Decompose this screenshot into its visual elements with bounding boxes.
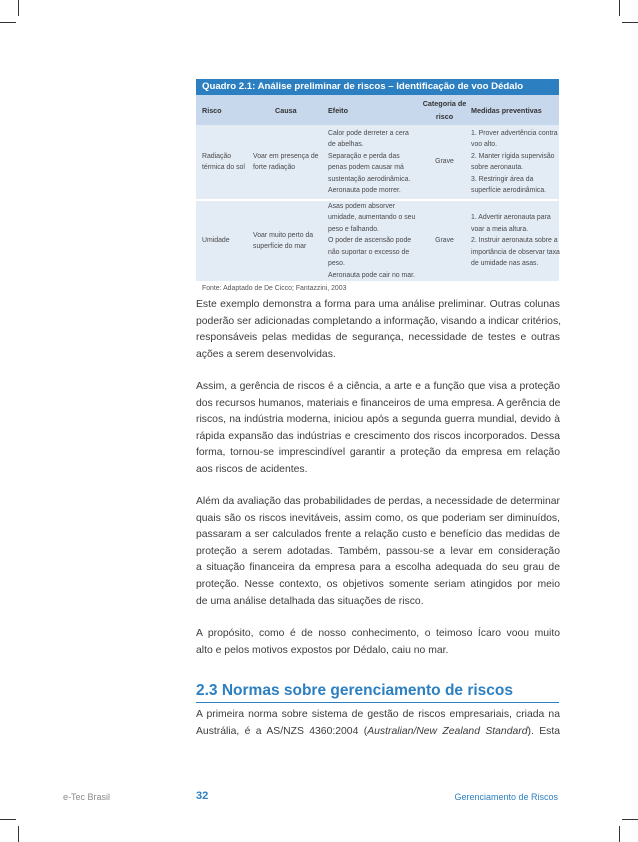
cell-line: umidade, aumentando o seu	[328, 214, 416, 222]
crop-mark	[0, 819, 16, 820]
heading-divider	[196, 702, 559, 703]
cell-line: Voar muito perto da	[253, 231, 314, 239]
cell-line: de abelhas.	[328, 141, 364, 148]
cell-line: Asas podem absorver	[328, 202, 396, 210]
text-line	[196, 724, 560, 741]
text-line: A primeira norma sobre sistema de gestão de riscos empresariais, criada na	[196, 709, 560, 720]
cell-causa	[253, 125, 328, 199]
cell-line: térmica do sol	[202, 164, 245, 171]
column-header-categoria: Categoria de risco	[422, 99, 467, 121]
paragraph	[196, 707, 560, 740]
cell-risco	[196, 125, 253, 199]
section-heading: 2.3 Normas sobre gerenciamento de riscos	[196, 682, 514, 699]
text-line: alto e pelos motivos expostos por Dédalo, caiu no mar.	[196, 644, 449, 656]
risk-analysis-table	[196, 79, 559, 292]
cell-line: Voar em presença de	[253, 152, 319, 160]
cell-line: sobre aeronauta.	[471, 164, 524, 171]
text-line: forma, tornou-se imprescindível garantir a proteção da empresa em relação	[196, 447, 560, 459]
text-line: Assim, a gerência de riscos é a ciência, a arte e a função que visa a proteção	[196, 381, 560, 392]
text-line: quais são os riscos inevitáveis, assim como, os que poderiam ser diminuídos,	[196, 512, 560, 524]
text-line: A propósito, como é de nosso conhecimento, o teimoso Ícaro voou muito	[196, 628, 560, 639]
crop-mark	[622, 22, 638, 23]
text-line: Este exemplo demonstra a forma para uma análise preliminar. Outras colunas	[196, 299, 560, 310]
crop-mark	[619, 0, 620, 16]
footer-right: Gerenciamento de Riscos	[454, 792, 558, 802]
crop-mark	[619, 826, 620, 842]
column-header-medidas: Medidas preventivas	[471, 105, 542, 115]
column-header-risco: Risco	[202, 105, 222, 115]
cell-line: superfície aerodinâmica.	[471, 187, 547, 194]
table-source: Fonte: Adaptado de De Cicco; Fantazzini, 2003	[202, 285, 347, 292]
cell-medidas	[467, 201, 559, 281]
cell-line: 1. Advertir aeronauta para	[471, 214, 551, 222]
cell-efeito	[328, 125, 422, 199]
cell-line: superfície do mar	[253, 243, 307, 250]
cell-line: O poder de ascensão pode	[328, 237, 412, 245]
cell-categoria: Grave	[435, 158, 454, 166]
text-line: responsáveis pelas medidas de segurança, necessidade de testes e outras	[196, 332, 560, 344]
cell-line: Radiação	[202, 152, 232, 160]
text-line: poderão ser adicionadas completando a informação, visando a indicar critérios,	[196, 315, 562, 327]
paragraph	[196, 626, 560, 659]
cell-line: voar a meia altura.	[471, 225, 529, 233]
paragraph	[196, 379, 560, 479]
cell-line: não suportar o excesso de	[328, 248, 410, 256]
cell-line: Umidade	[202, 237, 230, 245]
cell-line: Aeronauta pode morrer.	[328, 187, 401, 194]
cell-line: peso.	[328, 260, 345, 268]
crop-mark	[18, 826, 19, 842]
text-line: proteção a serem adotadas. Também, passou-se a levar em consideração	[196, 545, 560, 557]
cell-line: de umidade nas asas.	[471, 260, 539, 268]
text-line: rápida expansão das indústrias e crescimento dos riscos incorporados. Dessa	[196, 430, 560, 442]
column-header-efeito: Efeito	[328, 105, 348, 115]
text-line: proteção. Nesse contexto, os objetivos somente seriam atingidos por meio	[196, 578, 560, 590]
paragraph	[196, 494, 560, 610]
text-line: passaram a ser calculados frente a relação custo e benefício das medidas de	[196, 529, 560, 541]
text-fragment: ). Esta	[527, 725, 560, 737]
paragraph	[196, 297, 560, 363]
cell-efeito	[328, 201, 422, 281]
crop-mark	[0, 22, 16, 23]
cell-medidas	[467, 125, 559, 199]
cell-line: penas podem causar má	[328, 164, 404, 171]
footer-left: e-Tec Brasil	[63, 792, 111, 802]
cell-line: Separação e perda das	[328, 152, 400, 160]
table-row	[196, 125, 559, 201]
cell-line: peso e falhando.	[328, 225, 379, 233]
italic-standard-name: Australian/New Zealand Standard	[367, 725, 528, 737]
crop-mark	[622, 819, 638, 820]
text-line: riscos, na indústria moderna, iniciou após a segunda guerra mundial, devido à	[196, 414, 560, 426]
cell-line: forte radiação	[253, 164, 296, 171]
table-header-row	[196, 95, 559, 125]
cell-line: voo alto.	[471, 141, 498, 148]
cell-causa	[253, 201, 328, 281]
cell-categoria: Grave	[435, 237, 454, 245]
cell-line: Calor pode derreter a cera	[328, 129, 409, 137]
text-line: Além da avaliação das probabilidades de perdas, a necessidade de determinar	[196, 496, 560, 507]
cell-risco	[196, 201, 253, 281]
column-header-causa: Causa	[275, 105, 297, 115]
cell-line: 2. Instruir aeronauta sobre a	[471, 237, 558, 245]
cell-line: importância de observar taxa	[471, 248, 560, 256]
text-line: de uma análise detalhada das situações de risco.	[196, 595, 424, 607]
cell-line: 1. Prover advertência contra	[471, 129, 558, 137]
text-line: a situação financeira da empresa para a escolha adequada do seu grau de	[196, 562, 560, 574]
cell-line: 3. Restringir área da	[471, 175, 534, 183]
page-number: 32	[196, 790, 209, 802]
text-line: aos riscos de acidentes.	[196, 463, 308, 475]
cell-line: sustentação aerodinâmica.	[328, 175, 411, 183]
text-line: dos recursos humanos, materiais e financeiros de uma empresa. A gerência de	[196, 397, 561, 409]
table-title: Quadro 2.1: Análise preliminar de riscos – Identificação de voo Dédalo	[196, 79, 559, 95]
cell-line: 2. Manter rígida supervisão	[471, 152, 555, 160]
text-fragment: Austrália, é a AS/NZS 4360:2004 (	[196, 725, 368, 737]
table-row	[196, 201, 559, 281]
cell-line: Aeronauta pode cair no mar.	[328, 271, 415, 279]
text-line: ações a serem desenvolvidas.	[196, 348, 336, 360]
crop-mark	[18, 0, 19, 16]
